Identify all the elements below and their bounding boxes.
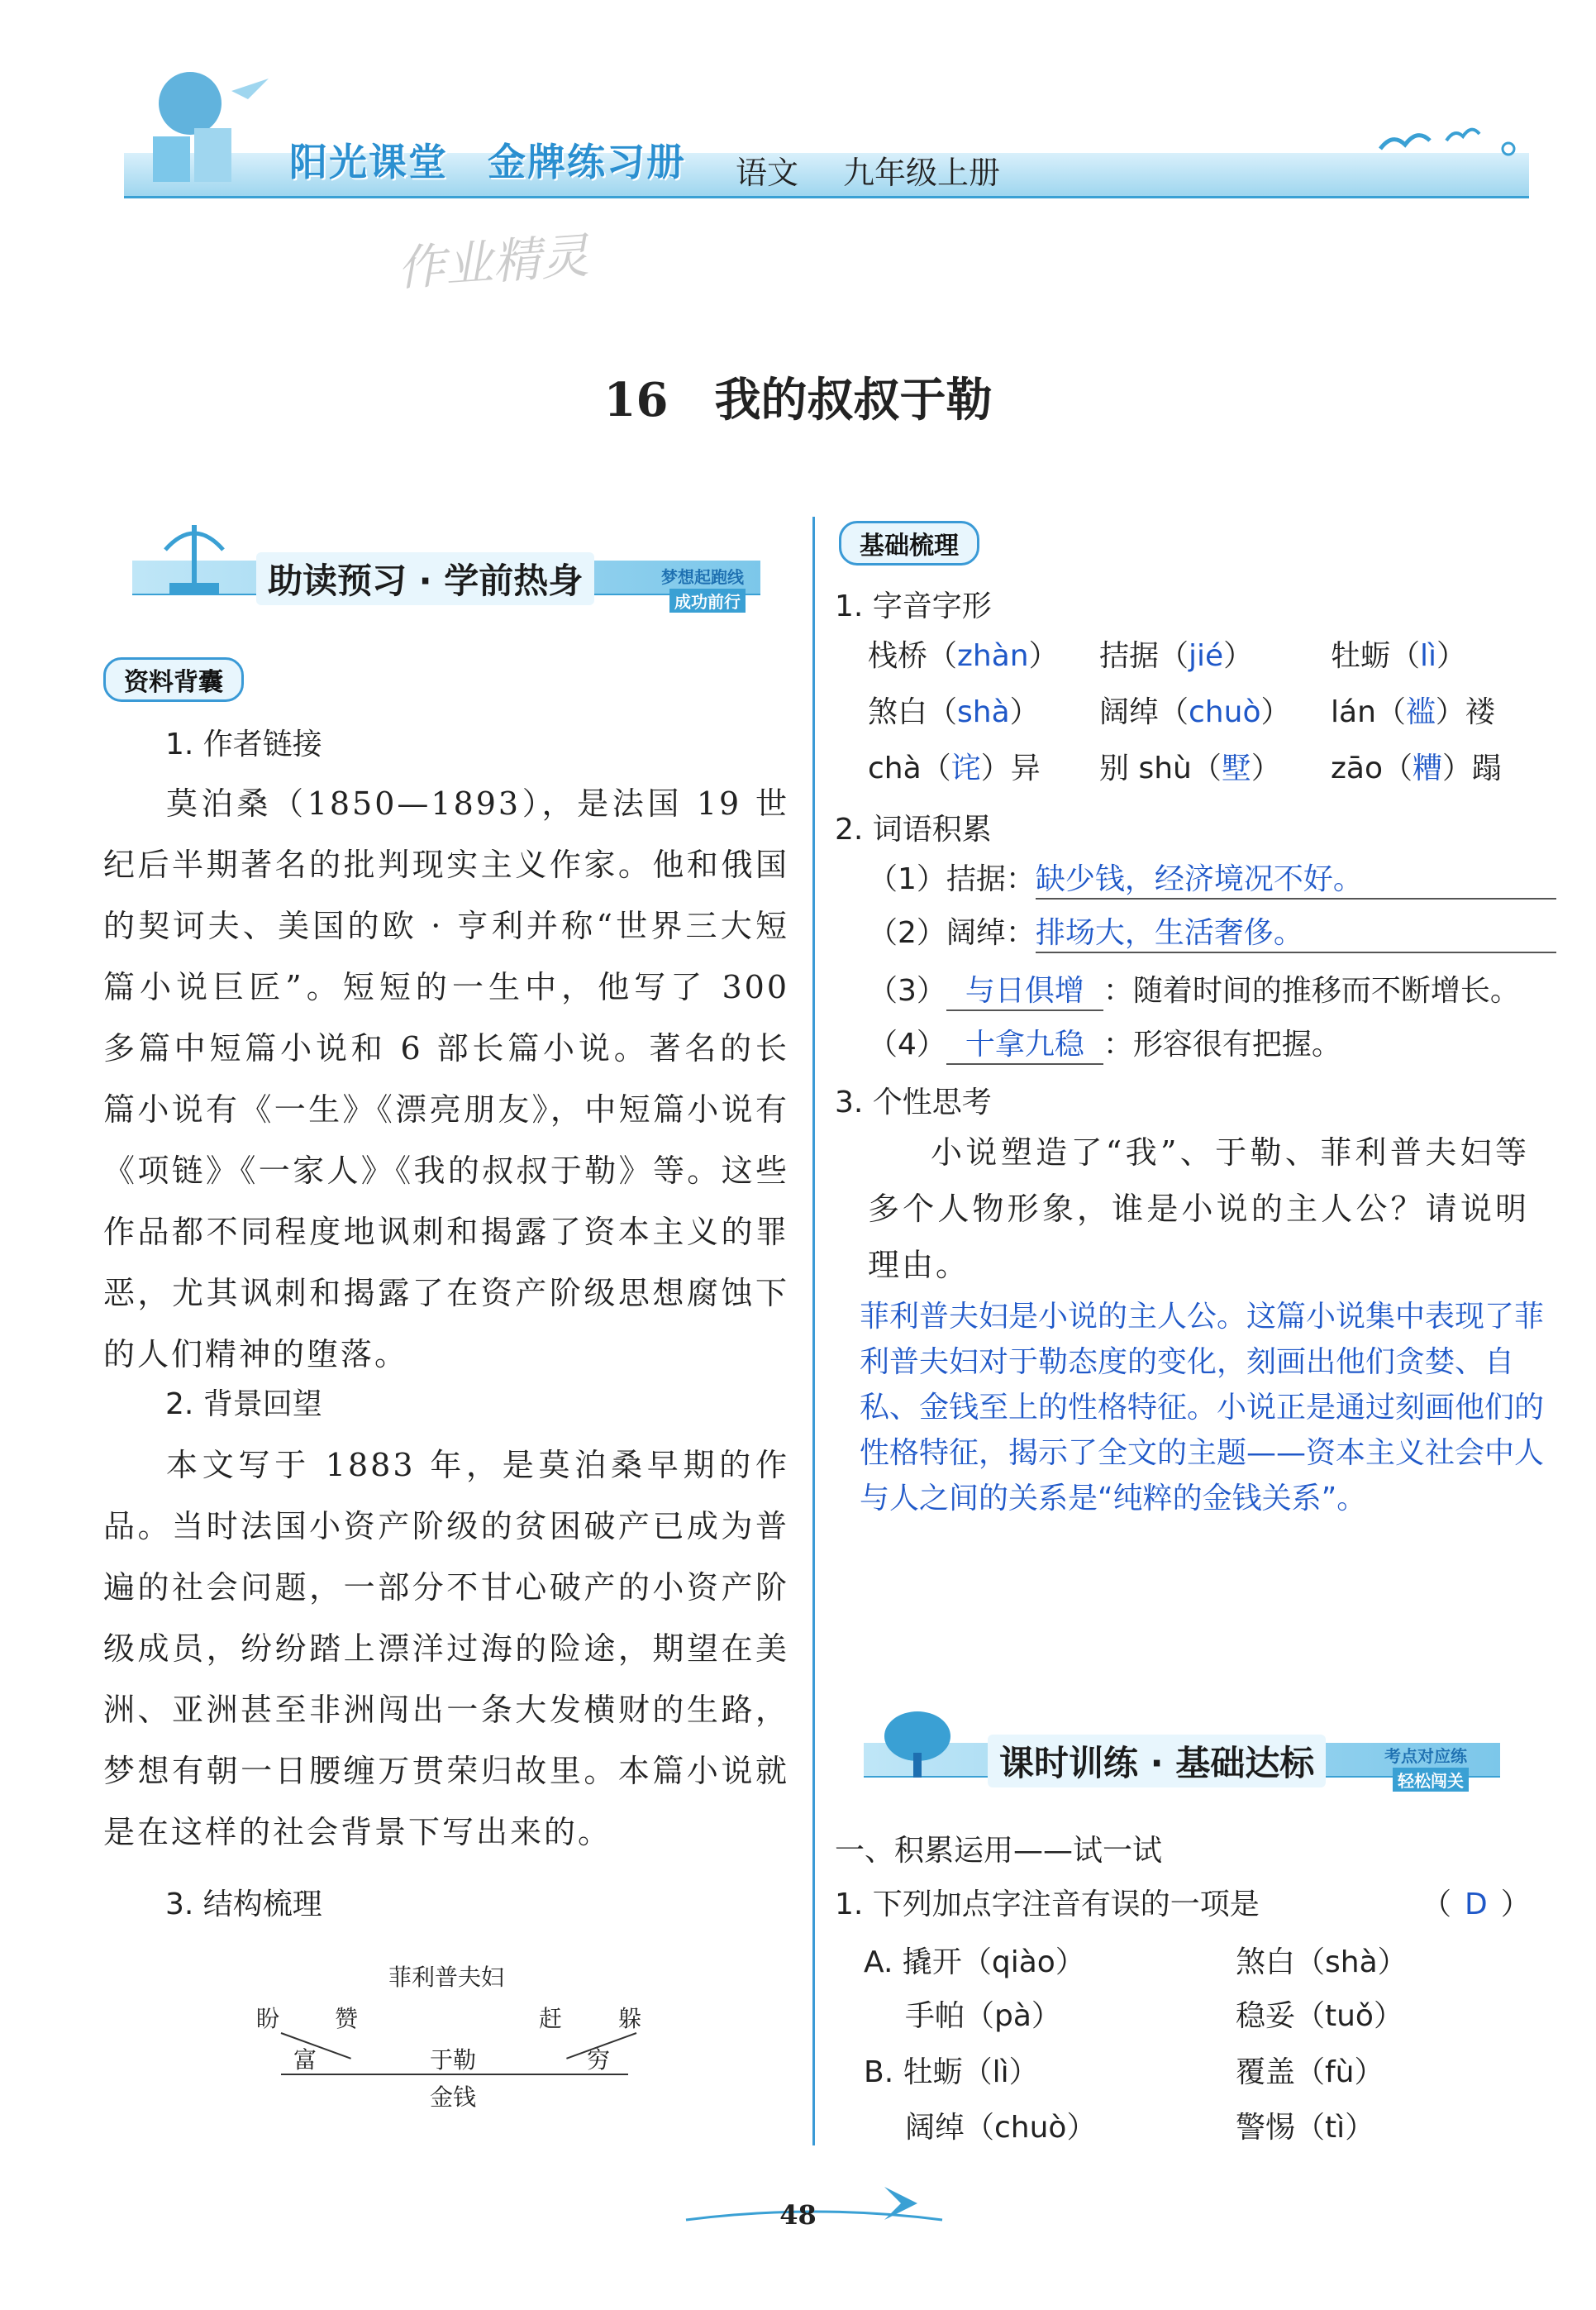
background-paragraph: 本文写于 1883 年，是莫泊桑早期的作品。当时法国小资产阶级的贫困破产已成为普遍的社会问题，一部分不甘心破产的小资产阶级成员，纷纷踏上漂洋过海的险途，期望在美洲、亚洲甚至非洲闯出一条大发横财的生路，梦想有朝一日腰缠万贯荣归故里。本篇小说就是在这样的社会背景下写出来的。	[103, 1447, 789, 1850]
pinyin-item: 煞白（shà）	[868, 695, 1040, 729]
vocab-1: （1）拮据：缺少钱，经济境况不好。	[868, 856, 1556, 900]
vocab-2: （2）阔绰：排场大，生活奢侈。	[868, 909, 1556, 953]
pinyin-item: 别 shù（墅）	[1099, 752, 1281, 785]
mc-stem: 1. 下列加点字注音有误的一项是	[835, 1888, 1260, 1921]
page-number: 48	[779, 2199, 817, 2231]
banner-side-2: 成功前行	[669, 589, 746, 613]
author-paragraph: 莫泊桑（1850—1893），是法国 19 世纪后半期著名的批判现实主义作家。他和俄国的契诃夫、美国的欧 · 亨利并称“世界三大短篇小说巨匠”。短短的一生中，他写了 300 多篇中短篇小说和 6 部长篇小说。著名的长篇小说有《一生》《漂亮朋友》，中短篇小说有《项链》《一家人》《我的叔叔于勒》等。这些作品都不同程度地讽刺和揭露了资本主义的罪恶，尤其讽刺和揭露了在资产阶级思想腐蚀下的人们精神的堕落。	[103, 785, 789, 1372]
pinyin-item: lán（褴）褛	[1331, 695, 1495, 729]
diagram-money: 金钱	[430, 2083, 477, 2111]
column-divider	[812, 517, 815, 2145]
lesson-title: 16 我的叔叔于勒	[603, 373, 993, 427]
mc-answer-slot: （ D ）	[1422, 1888, 1531, 1921]
tree-icon	[872, 1703, 971, 1786]
book-title: 金牌练习册	[488, 140, 686, 184]
option-b3: 阔绰（chuò）	[905, 2111, 1097, 2145]
diagram-gan: 赶	[539, 2005, 563, 2032]
q3-heading: 3. 个性思考	[835, 1086, 992, 1119]
training-banner-label: 课时训练 · 基础达标	[988, 1735, 1326, 1787]
option-a2: 煞白（shà）	[1236, 1945, 1408, 1979]
vocab-4: （4） 十拿九稳 ：形容很有把握。	[868, 1021, 1341, 1065]
series-title: 阳光课堂	[289, 140, 448, 184]
preview-banner-label: 助读预习 · 学前热身	[256, 552, 594, 605]
q2-heading: 2. 词语积累	[835, 813, 992, 847]
subject-label: 语文	[736, 155, 799, 191]
pinyin-item: chà（诧）异	[868, 752, 1041, 785]
diagram-duo: 躲	[618, 2005, 642, 2032]
watermark: 作业精灵	[395, 227, 591, 297]
preview-banner	[132, 529, 760, 612]
part1-heading: 一、积累运用——试一试	[835, 1834, 1163, 1868]
banner-side-2: 轻松闯关	[1393, 1768, 1469, 1792]
diagram-yule: 于勒	[430, 2046, 477, 2074]
pinyin-item: 栈桥（zhàn）	[868, 639, 1059, 673]
grade-label: 九年级上册	[843, 155, 1001, 191]
basics-tag: 基础梳理	[839, 521, 979, 566]
q1-heading: 1. 字音字形	[835, 589, 992, 623]
birds-icon	[1372, 116, 1521, 165]
option-a4: 稳妥（tuǒ）	[1236, 1999, 1403, 2033]
diagram-qiong: 穷	[587, 2046, 611, 2074]
diagram-top: 菲利普夫妇	[388, 1964, 505, 1991]
option-b4: 警惕（tì）	[1236, 2111, 1375, 2145]
diagram-fu: 富	[293, 2046, 317, 2074]
diagram-pan: 盼	[256, 2005, 280, 2032]
structure-diagram	[248, 1959, 661, 2125]
q3-question: 小说塑造了“我”、于勒、菲利普夫妇等多个人物形象，谁是小说的主人公？请说明理由。	[868, 1134, 1529, 1283]
globe-logo-icon	[132, 58, 273, 190]
option-a3: 手帕（pà）	[905, 1999, 1061, 2033]
option-a1: A. 撬开（qiào）	[864, 1945, 1085, 1979]
pinyin-item: 牡蛎（lì）	[1331, 639, 1467, 673]
training-banner	[864, 1711, 1500, 1791]
diagram-baseline	[281, 2074, 628, 2075]
q3-answer: 菲利普夫妇是小说的主人公。这篇小说集中表现了菲利普夫妇对于勒态度的变化，刻画出他们贪婪、自私、金钱至上的性格特征。小说正是通过刻画他们的性格特征，揭示了全文的主题——资本主义社会中人与人之间的关系是“纯粹的金钱关系”。	[860, 1300, 1545, 1515]
vocab-3: （3） 与日俱增 ：随着时间的推移而不断增长。	[868, 967, 1520, 1011]
option-b1: B. 牡蛎（lì）	[864, 2055, 1039, 2089]
pinyin-item: 拮据（jié）	[1099, 639, 1254, 673]
pinyin-item: 阔绰（chuò）	[1099, 695, 1291, 729]
banner-side-1: 梦想起跑线	[661, 567, 744, 587]
background-heading: 2. 背景回望	[165, 1387, 322, 1421]
author-heading: 1. 作者链接	[165, 728, 322, 761]
structure-heading: 3. 结构梳理	[165, 1888, 322, 1921]
materials-tag: 资料背囊	[103, 657, 244, 702]
option-b2: 覆盖（fù）	[1236, 2055, 1384, 2089]
banner-side-1: 考点对应练	[1384, 1746, 1467, 1766]
fountain-icon	[149, 517, 240, 599]
pinyin-item: zāo（糟）蹋	[1331, 752, 1503, 785]
diagram-zan: 赞	[335, 2005, 359, 2032]
